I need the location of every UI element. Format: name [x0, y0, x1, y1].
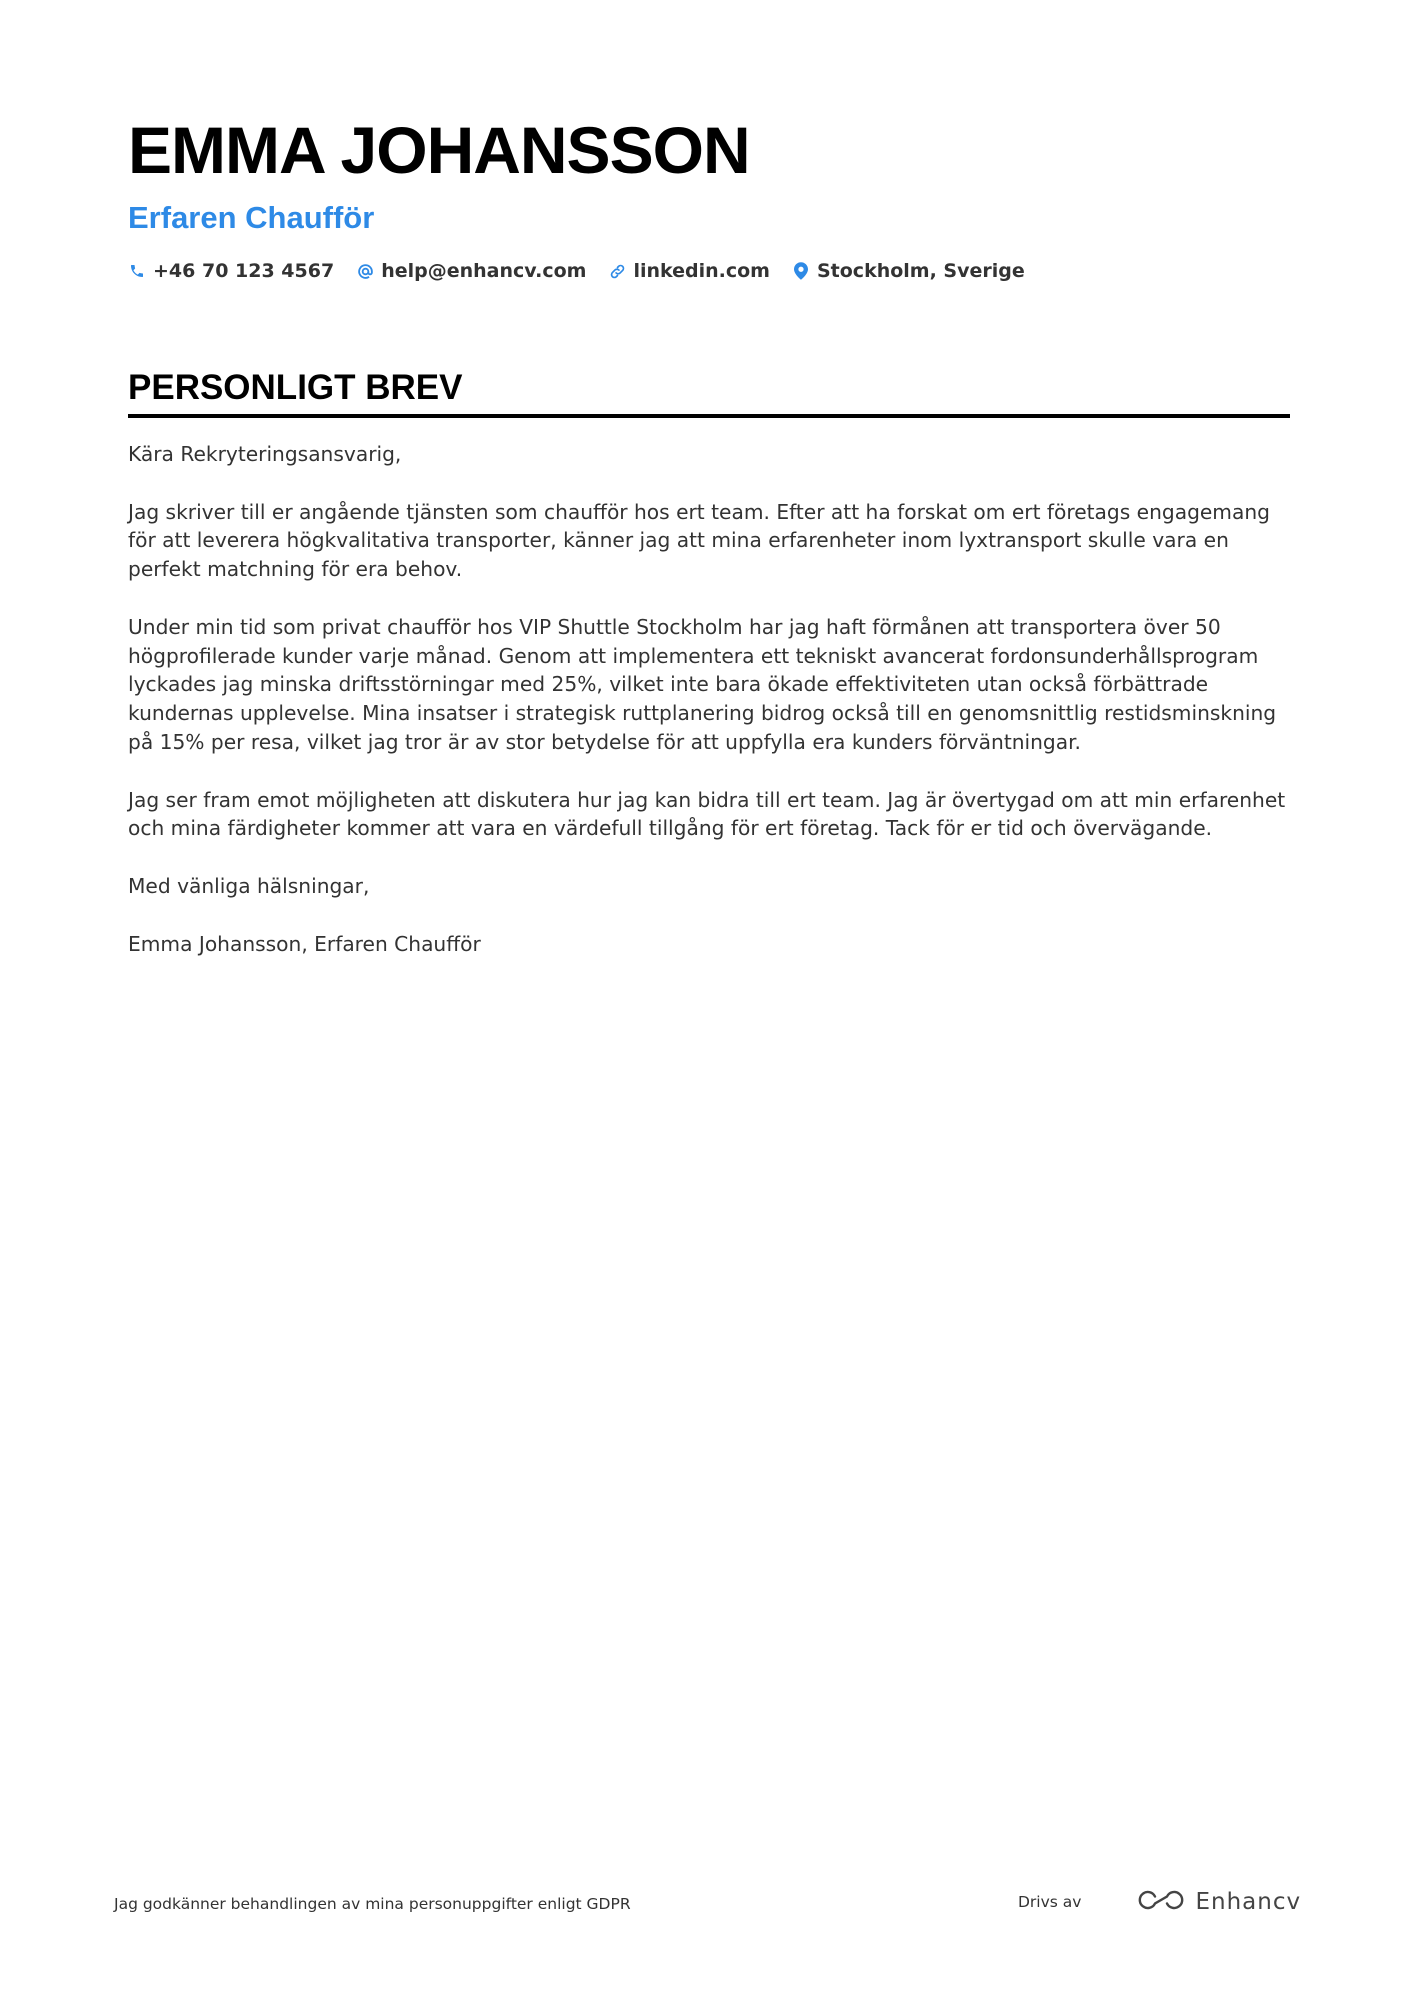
location-text: Stockholm, Sverige [816, 260, 1025, 282]
letter-closing: Med vänliga hälsningar, [128, 873, 370, 898]
footer-branding [1018, 1888, 1301, 1916]
candidate-name: EMMA JOHANSSON [128, 113, 750, 187]
contact-email[interactable] [356, 260, 586, 282]
letter-paragraph: Jag ser fram emot möjligheten att diskutera hur jag kan bidra till ert team. Jag är övertygad om att min erfarenhet och mina färdigheter kommer att vara en värdefull tillgång för ert företag. Tack för er tid och övervägande. [128, 787, 1286, 841]
letter-signature: Emma Johansson, Erfaren Chaufför [128, 931, 481, 956]
email-text[interactable]: help@enhancv.com [381, 260, 587, 282]
letter-greeting: Kära Rekryteringsansvarig, [128, 442, 402, 466]
section-title: PERSONLIGT BREV [128, 368, 463, 407]
map-pin-icon [792, 261, 810, 281]
contact-linkedin[interactable] [608, 260, 770, 282]
powered-by-label: Drivs av [1018, 1893, 1082, 1911]
candidate-title: Erfaren Chaufför [128, 200, 375, 235]
linkedin-text[interactable]: linkedin.com [633, 260, 770, 282]
enhancv-logo[interactable] [1137, 1888, 1301, 1916]
letter-paragraph: Jag skriver till er angående tjänsten som chaufför hos ert team. Efter att ha forskat om ert företags engagemang för att leverera högkvalitativa transporter, känner jag att mina erfarenheter inom lyxtransport skulle vara en perfekt matchning för era behov. [128, 499, 1270, 582]
contact-location [792, 260, 1025, 282]
link-icon [608, 261, 626, 281]
section-divider [128, 414, 1290, 418]
at-icon [356, 261, 374, 281]
cover-letter-section [128, 366, 1290, 987]
phone-text: +46 70 123 4567 [153, 260, 335, 282]
contact-row [128, 260, 1290, 282]
gdpr-consent: Jag godkänner behandlingen av mina personuppgifter enligt GDPR [114, 1895, 631, 1913]
letter-body [128, 440, 1290, 958]
brand-name: Enhancv [1195, 1889, 1302, 1915]
enhancv-logo-icon [1137, 1888, 1185, 1916]
contact-phone [128, 260, 334, 282]
letter-paragraph: Under min tid som privat chaufför hos VIP Shuttle Stockholm har jag haft förmånen att transportera över 50 högprofilerade kunder varje månad. Genom att implementera ett tekniskt avancerat fordonsunderhållsprogram lyckades jag minska driftsstörningar med 25%, vilket inte bara ökade effektiviteten utan också förbättrade kundernas upplevelse. Mina insatser i strategisk ruttplanering bidrog också till en genomsnittlig restidsminskning på 15% per resa, vilket jag tror är av stor betydelse för att uppfylla era kunders förväntningar. [128, 614, 1277, 754]
header [128, 110, 1290, 282]
phone-icon [128, 261, 146, 281]
